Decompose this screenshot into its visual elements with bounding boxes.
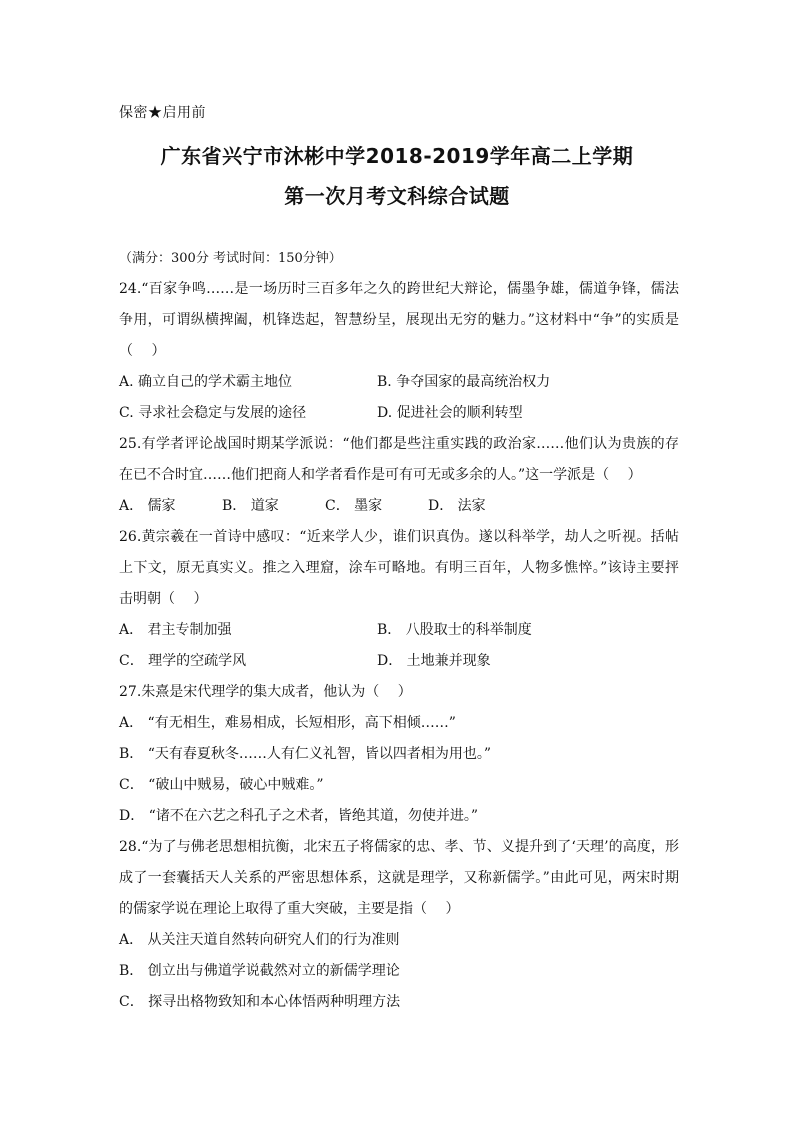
option-a: A． 君主专制加强 <box>119 622 232 638</box>
question-24 <box>119 274 679 429</box>
question-stem: 28.“为了与佛老思想相抗衡，北宋五子将儒家的忠、孝、节、义提升到了‘天理’的高度，形成了一套囊括天人关系的严密思想体系，这就是理学，又称新儒学。”由此可见，两宋时期的儒家学说在理论上取得了重大突破，主要是指（ ） <box>119 839 679 917</box>
option-b: B． 八股取士的科举制度 <box>377 622 532 638</box>
question-28 <box>119 832 679 1018</box>
option-d: D． “诸不在六艺之科孔子之术者，皆绝其道，勿使并进。” <box>119 808 478 824</box>
option-row <box>119 615 679 646</box>
option-b: B． 道家 <box>222 498 279 514</box>
option-c: C． 理学的空疏学风 <box>119 653 247 669</box>
exam-title: 广东省兴宁市沐彬中学2018-2019学年高二上学期 <box>160 144 634 168</box>
option-row <box>119 398 679 429</box>
exam-info: （满分：300分 考试时间：150分钟） <box>119 251 342 266</box>
option-a: A． 从关注天道自然转向研究人们的行为准则 <box>119 932 400 948</box>
option-row <box>119 646 679 677</box>
exam-subtitle: 第一次月考文科综合试题 <box>284 184 510 208</box>
question-stem: 24.“百家争鸣……是一场历时三百多年之久的跨世纪大辩论，儒墨争雄，儒道争锋，儒法争用，可谓纵横捭阖，机锋迭起，智慧纷呈，展现出无穷的魅力。”这材料中“争”的实质是（ ） <box>119 281 679 359</box>
option-c: C． “破山中贼易，破心中贼难。” <box>119 777 324 793</box>
option-a: A． “有无相生，难易相成，长短相形，高下相倾……” <box>119 715 456 731</box>
option-row <box>119 367 679 398</box>
confidential-label: 保密★启用前 <box>119 105 206 121</box>
option-d: D． 法家 <box>428 498 486 514</box>
option-b: B． “天有春夏秋冬……人有仁义礼智，皆以四者相为用也。” <box>119 746 492 762</box>
question-stem: 27.朱熹是宋代理学的集大成者，他认为（ ） <box>119 684 412 700</box>
option-c: C. 寻求社会稳定与发展的途径 <box>119 405 307 421</box>
question-26 <box>119 522 679 677</box>
question-stem: 25.有学者评论战国时期某学派说：“他们都是些注重实践的政治家……他们认为贵族的存在已不合时宜……他们把商人和学者看作是可有可无或多余的人。”这一学派是（ ） <box>119 436 679 483</box>
option-d: D. 促进社会的顺利转型 <box>377 405 523 421</box>
option-b: B． 创立出与佛道学说截然对立的新儒学理论 <box>119 963 400 979</box>
option-c: C． 探寻出格物致知和本心体悟两种明理方法 <box>119 994 401 1010</box>
option-b: B. 争夺国家的最高统治权力 <box>377 374 551 390</box>
question-list <box>119 274 679 1018</box>
option-a: A. 确立自己的学术霸主地位 <box>119 374 293 390</box>
question-27 <box>119 677 679 832</box>
question-25 <box>119 429 679 522</box>
option-c: C． 墨家 <box>325 498 383 514</box>
question-stem: 26.黄宗羲在一首诗中感叹：“近来学人少，谁们识真伪。遂以科举学，劫人之听视。括帖上下文，原无真实义。推之入理窟，涂车可略地。有明三百年，人物多憔悴。”该诗主要抨击明朝（ ） <box>119 529 679 607</box>
option-row <box>119 491 679 522</box>
option-a: A． 儒家 <box>119 498 176 514</box>
option-d: D． 土地兼并现象 <box>377 653 491 669</box>
